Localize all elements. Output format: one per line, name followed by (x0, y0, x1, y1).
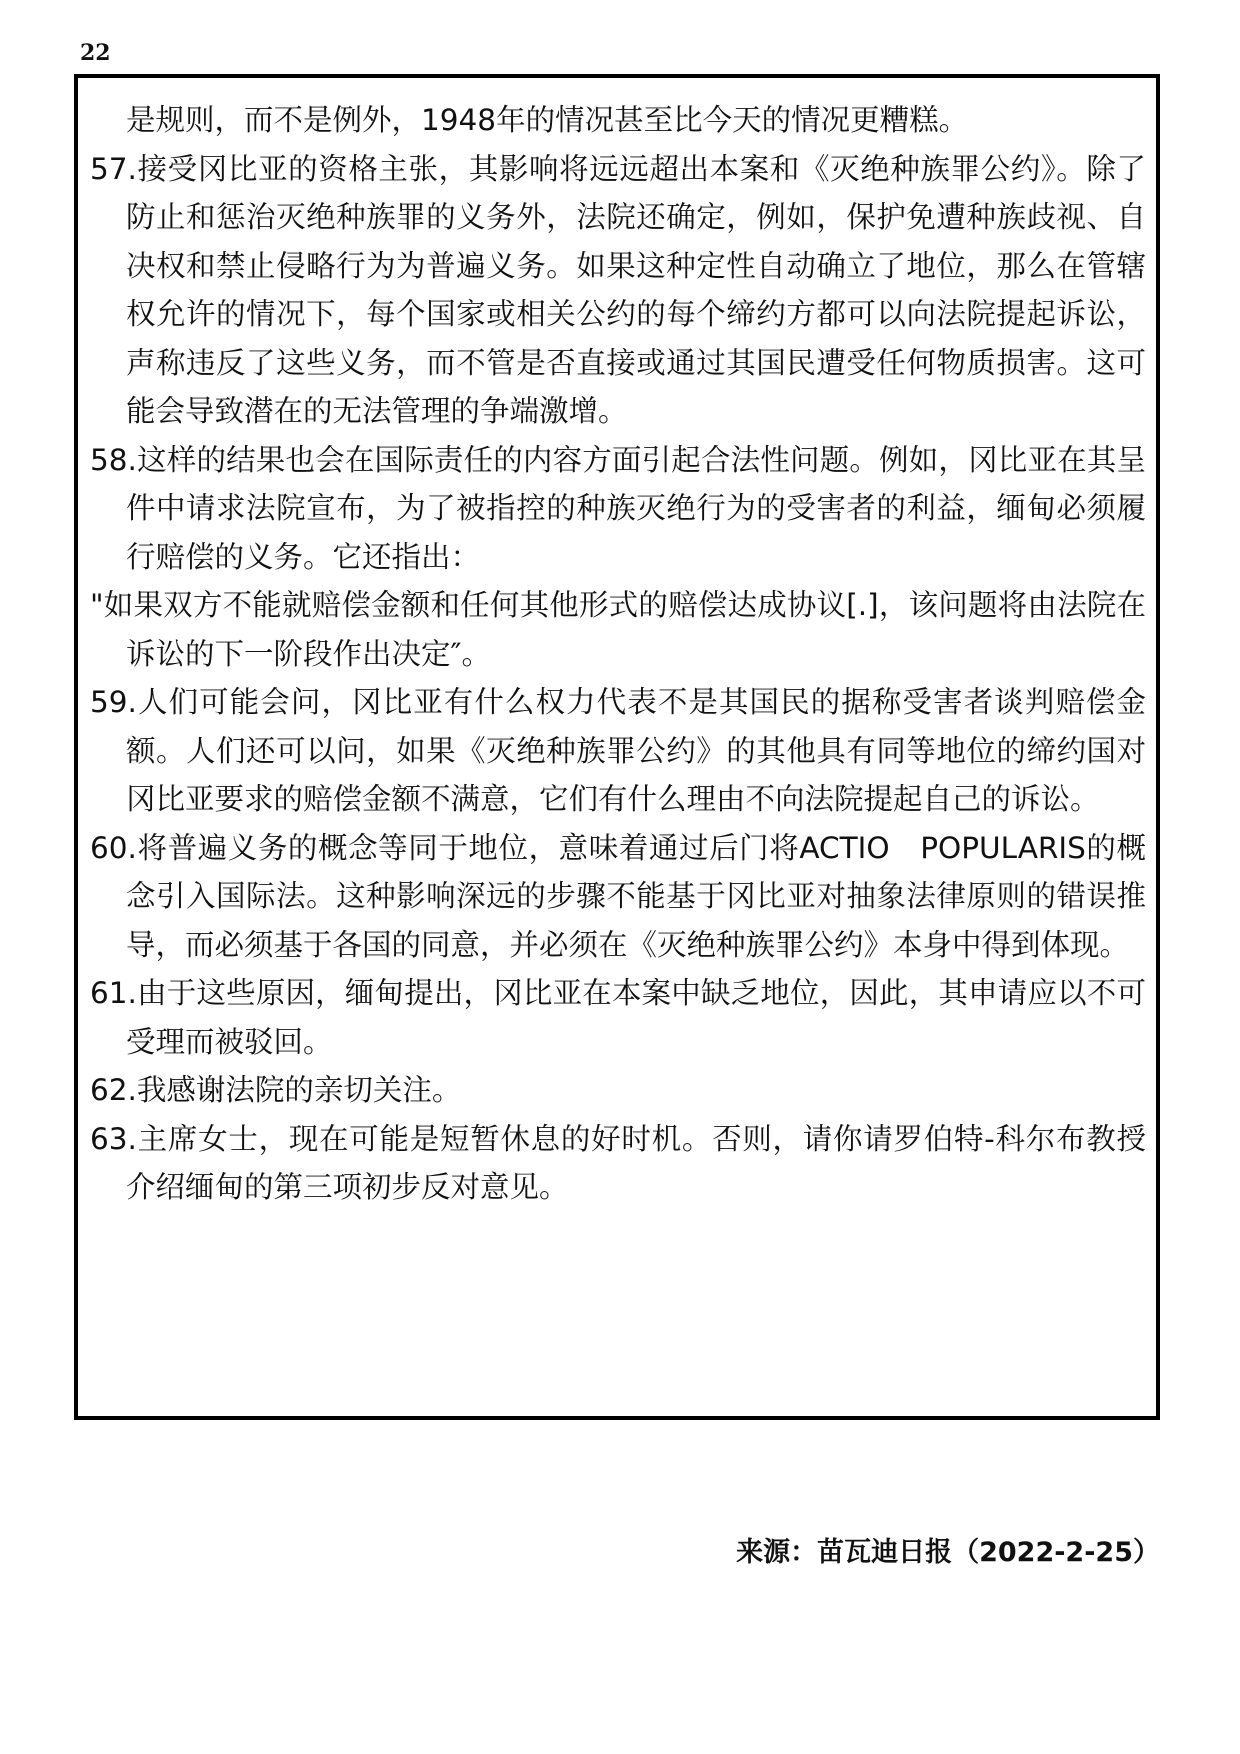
paragraph-p61 (90, 969, 1146, 1066)
paragraph-number: 61. (90, 976, 137, 1010)
paragraph-text: 是规则，而不是例外，1948年的情况甚至比今天的情况更糟糕。 (126, 103, 969, 137)
paragraph-text: 接受冈比亚的资格主张，其影响将远远超出本案和《灭绝种族罪公约》。除了防止和惩治灭绝种族罪的义务外，法院还确定，例如，保护免遭种族歧视、自决权和禁止侵略行为为普遍义务。如果这种定性自动确立了地位，那么在管辖权允许的情况下，每个国家或相关公约的每个缔约方都可以向法院提起诉讼，声称违反了这些义务，而不管是否直接或通过其国民遭受任何物质损害。这可能会导致潜在的无法管理的争端激增。 (126, 151, 1146, 428)
paragraph-number: 57. (90, 151, 137, 186)
paragraph-text: 这样的结果也会在国际责任的内容方面引起合法性问题。例如，冈比亚在其呈件中请求法院宣布，为了被指控的种族灭绝行为的受害者的利益，缅甸必须履行赔偿的义务。它还指出： (126, 442, 1146, 574)
paragraph-number: " (90, 588, 104, 622)
paragraph-text: 我感谢法院的亲切关注。 (136, 1073, 462, 1107)
source-note: 来源：苗瓦迪日报（2022-2-25） (736, 1537, 1160, 1568)
paragraph-p58-quote (90, 581, 1146, 678)
page-number: 22 (80, 40, 111, 66)
paragraph-text: 人们可能会问，冈比亚有什么权力代表不是其国民的据称受害者谈判赔偿金额。人们还可以问，如果《灭绝种族罪公约》的其他具有同等地位的缔约国对冈比亚要求的赔偿金额不满意，它们有什么理由不向法院提起自己的诉讼。 (126, 685, 1146, 816)
content-box (74, 74, 1160, 1420)
paragraph-text: 将普遍义务的概念等同于地位，意味着通过后门将ACTIO POPULARIS的概念引入国际法。这种影响深远的步骤不能基于冈比亚对抽象法律原则的错误推导，而必须基于各国的同意，并必须在《灭绝种族罪公约》本身中得到体现。 (126, 830, 1146, 962)
paragraph-number: 63. (90, 1121, 137, 1156)
paragraph-number: 58. (90, 442, 137, 477)
paragraph-p59 (90, 678, 1146, 824)
paragraph-p62 (90, 1066, 1146, 1115)
paragraph-p58 (90, 436, 1146, 582)
paragraph-number: 62. (90, 1073, 137, 1107)
paragraph-text: 如果双方不能就赔偿金额和任何其他形式的赔偿达成协议[.]，该问题将由法院在诉讼的下一阶段作出决定″。 (103, 588, 1146, 671)
paragraph-number: 60. (90, 830, 137, 865)
paragraph-p60 (90, 824, 1146, 970)
paragraph-number: 59. (90, 685, 137, 719)
paragraph-p57 (90, 145, 1146, 436)
paragraph-text: 由于这些原因，缅甸提出，冈比亚在本案中缺乏地位，因此，其申请应以不可受理而被驳回。 (126, 976, 1146, 1059)
paragraph-p56-cont (90, 96, 1146, 145)
paragraph-p63 (90, 1115, 1146, 1212)
paragraph-text: 主席女士，现在可能是短暂休息的好时机。否则，请你请罗伯特-科尔布教授介绍缅甸的第三项初步反对意见。 (126, 1121, 1146, 1204)
